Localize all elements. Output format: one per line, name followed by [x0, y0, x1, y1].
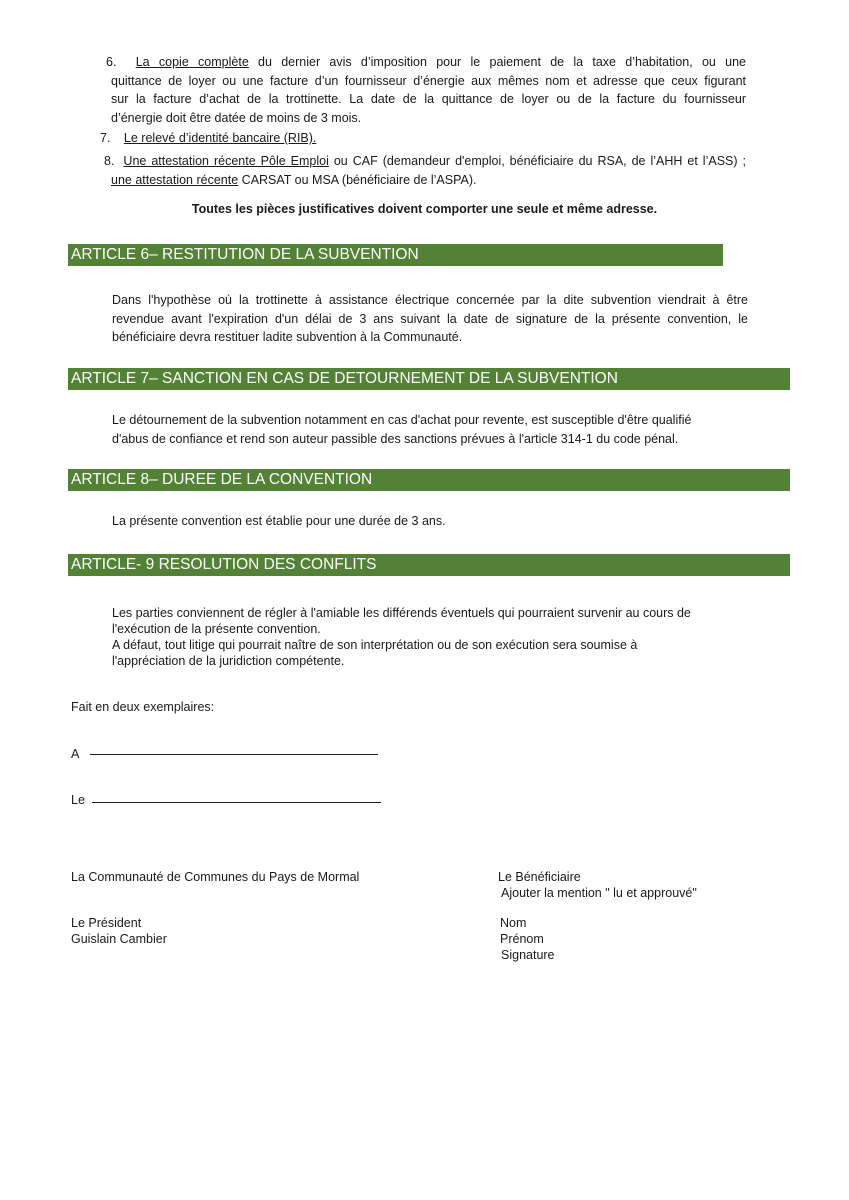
date-label: Le	[71, 793, 85, 807]
article-6-heading: ARTICLE 6– RESTITUTION DE LA SUBVENTION	[68, 244, 723, 266]
article-9-body	[112, 605, 752, 669]
paragraph-line: l'exécution de la présente convention.	[112, 622, 321, 636]
beneficiary-title: Le Bénéficiaire	[498, 870, 581, 884]
president-name: Guislain Cambier	[71, 932, 167, 946]
paragraph-line: revendue avant l'expiration d'un délai de 3 ans suivant la date de signature de la présente convention, le	[112, 311, 748, 326]
list-item-7	[100, 129, 316, 147]
left-signatory	[71, 869, 359, 947]
nom-label: Nom	[500, 916, 527, 930]
underlined-text: Une attestation récente Pôle Emploi	[123, 154, 329, 168]
list-item-8	[104, 152, 746, 189]
underlined-text: La copie complète	[135, 55, 249, 69]
president-title: Le Président	[71, 916, 142, 930]
list-number: 7.	[100, 131, 111, 145]
underlined-text: Le relevé d’identité bancaire (RIB).	[123, 131, 317, 145]
article-8-body: La présente convention est établie pour une durée de 3 ans.	[112, 514, 446, 528]
article-7-body	[112, 411, 752, 448]
item-text: quittance de loyer ou une facture d’un fournisseur d’énergie aux mêmes nom et adresse que ceux figurant	[111, 73, 746, 88]
paragraph-line: Le détournement de la subvention notamment en cas d'achat pour revente, est susceptible d'être qualifié	[112, 413, 692, 427]
signature-label: Signature	[501, 948, 555, 962]
item-text: ou CAF (demandeur d'emploi, bénéficiaire du RSA, de l’AHH et l’ASS) ;	[328, 154, 746, 168]
paragraph-line: l'appréciation de la juridiction compétente.	[112, 654, 345, 668]
right-signatory	[498, 869, 697, 963]
list-number: 6.	[106, 55, 117, 69]
paragraph-line: Dans l'hypothèse où la trottinette à assistance électrique concernée par la dite subvention viendrait à être	[112, 293, 748, 307]
date-line	[92, 802, 381, 803]
place-line	[90, 754, 378, 755]
paragraph-line: A défaut, tout litige qui pourrait naître de son interprétation ou de son exécution sera soumise à	[112, 638, 638, 652]
paragraph-line: bénéficiaire devra restituer ladite subvention à la Communauté.	[112, 330, 463, 344]
list-number: 8.	[104, 154, 115, 168]
item-text: sur la facture d’achat de la trottinette. La date de la quittance de loyer ou de la facture du fournisseur	[111, 92, 746, 106]
fait-en-deux-exemplaires: Fait en deux exemplaires:	[71, 700, 215, 714]
article-7-heading: ARTICLE 7– SANCTION EN CAS DE DETOURNEMENT DE LA SUBVENTION	[68, 368, 790, 390]
article-9-heading: ARTICLE- 9 RESOLUTION DES CONFLITS	[68, 554, 790, 576]
approval-mention: Ajouter la mention " lu et approuvé"	[501, 886, 697, 900]
item-text: du dernier avis d’imposition pour le paiement de la taxe d’habitation, ou une	[248, 55, 746, 69]
underlined-text: une attestation récente	[111, 172, 239, 187]
article-6-body	[112, 291, 748, 347]
article-8-heading: ARTICLE 8– DUREE DE LA CONVENTION	[68, 469, 790, 491]
list-item-6	[106, 53, 746, 127]
place-label: A	[71, 747, 80, 761]
address-notice: Toutes les pièces justificatives doivent comporter une seule et même adresse.	[191, 202, 658, 216]
item-text: CARSAT ou MSA (bénéficiaire de l’ASPA).	[238, 172, 477, 187]
prenom-label: Prénom	[500, 932, 544, 946]
paragraph-line: Les parties conviennent de régler à l'amiable les différends éventuels qui pourraient survenir au cours de	[112, 606, 691, 620]
paragraph-line: d'abus de confiance et rend son auteur passible des sanctions prévues à l'article 314-1 du code pénal.	[112, 431, 679, 446]
organisation-name: La Communauté de Communes du Pays de Mormal	[71, 870, 360, 884]
item-text: d’énergie doit être datée de moins de 3 mois.	[111, 110, 362, 125]
